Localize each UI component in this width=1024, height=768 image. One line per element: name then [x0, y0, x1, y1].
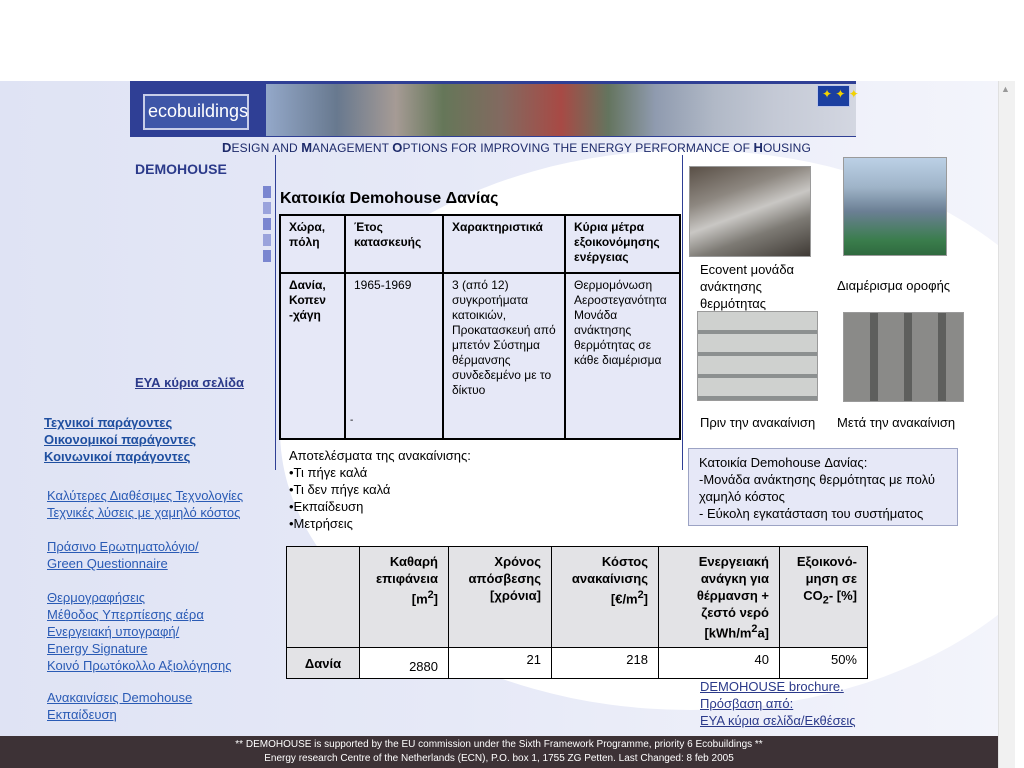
- decor-bar: [263, 202, 271, 214]
- list-item: •Τι δεν πήγε καλά: [289, 482, 391, 497]
- assessment-protocol-link[interactable]: Κοινό Πρωτόκολλο Αξιολόγησης: [47, 658, 232, 673]
- logo-text: ecobuildings: [148, 101, 249, 121]
- table-cell: 218: [552, 648, 659, 679]
- table-row: [287, 648, 868, 679]
- header-cell: Κύρια μέτρα εξοικονόμησης ενέργειας: [565, 215, 680, 273]
- decor-bar: [263, 250, 271, 262]
- table-cell: Θερμομόνωση Αεροστεγανότητα Μονάδα ανάκτησης θερμότητας σε κάθε διαμέρισμα: [565, 273, 680, 439]
- footer-line: ** DEMOHOUSE is supported by the EU commission under the Sixth Framework Programme, priority 6 Ecobuildings **: [235, 739, 763, 750]
- year-value: 1965-1969: [354, 278, 412, 292]
- table-cell: 3 (από 12) συγκροτήματα κατοικιών, Προκατασκευή από μπετόν Σύστημα θέρμανσης συνδεδεμένο με το δίκτυο: [443, 273, 565, 439]
- summary-line: - Εύκολη εγκατάσταση του συστήματος: [699, 506, 924, 521]
- green-questionnaire-link[interactable]: Πράσινο Ερωτηματολόγιο/: [47, 539, 199, 554]
- photo-caption: Πριν την ανακαίνιση: [700, 415, 816, 430]
- vertical-scrollbar[interactable]: [998, 81, 1015, 768]
- after-renovation-photo: [843, 312, 964, 402]
- social-factors-link[interactable]: Κοινωνικοί παράγοντες: [44, 449, 191, 464]
- table-header-row: [280, 215, 680, 273]
- header-cell: Χαρακτηριστικά: [443, 215, 565, 273]
- best-technologies-link[interactable]: Καλύτερες Διαθέσιμες Τεχνολογίες: [47, 488, 244, 503]
- header-cell: Ενεργειακή ανάγκη για θέρμανση + ζεστό νερό $[kWh/m^2a]$: [659, 547, 780, 648]
- footer-line: Energy research Centre of the Netherlands (ECN), P.O. box 1, 1755 ZG Petten. Last Changed: 8 feb 2005: [264, 753, 734, 764]
- table-cell: Δανία: [287, 648, 360, 679]
- low-cost-solutions-link[interactable]: Τεχνικές λύσεις με χαμηλό κόστος: [47, 505, 241, 520]
- list-item: •Τι πήγε καλά: [289, 465, 368, 480]
- green-questionnaire-en-link[interactable]: Green Questionnaire: [47, 556, 168, 571]
- tagline: DESIGN AND MANAGEMENT OPTIONS FOR IMPROVING THE ENERGY PERFORMANCE OF HOUSING: [222, 140, 811, 155]
- exhibitions-link[interactable]: ΕΥΑ κύρια σελίδα/Εκθέσεις: [700, 713, 856, 728]
- header-cell: Χρόνος απόσβεσης [χρόνια]: [449, 547, 552, 648]
- summary-box: [688, 448, 958, 526]
- demohouse-renovations-link[interactable]: Ανακαινίσεις Demohouse: [47, 690, 193, 705]
- divider-line: [275, 155, 276, 470]
- results-list: [289, 447, 471, 532]
- training-link[interactable]: Εκπαίδευση: [47, 707, 117, 722]
- list-item: •Μετρήσεις: [289, 516, 353, 531]
- before-renovation-photo: [697, 311, 818, 401]
- ecovent-unit-photo: [689, 166, 811, 257]
- energy-signature-link[interactable]: Ενεργειακή υπογραφή/: [47, 624, 180, 639]
- decor-bar: [263, 234, 271, 246]
- table-header-row: [287, 547, 868, 648]
- header-cell: Καθαρή επιφάνεια $[m^2]$: [360, 547, 449, 648]
- photo-caption: Μετά την ανακαίνιση: [837, 415, 956, 430]
- pressurization-link[interactable]: Μέθοδος Υπερπίεσης αέρα: [47, 607, 204, 622]
- page-title: Κατοικία Demohouse Δανίας: [280, 190, 499, 207]
- photo-caption: Διαμέρισμα οροφής: [837, 278, 951, 293]
- divider-line: [682, 155, 683, 470]
- economic-factors-link[interactable]: Οικονομικοί παράγοντες: [44, 432, 196, 447]
- main-page-link[interactable]: ΕΥΑ κύρια σελίδα: [135, 375, 245, 390]
- technical-factors-link[interactable]: Τεχνικοί παράγοντες: [44, 415, 173, 430]
- year-note: -: [350, 415, 354, 426]
- list-item: •Εκπαίδευση: [289, 499, 364, 514]
- table-cell: 50%: [780, 648, 868, 679]
- brochure-link[interactable]: DEMOHOUSE brochure.: [700, 679, 844, 694]
- table-cell: [345, 273, 443, 439]
- energy-signature-en-link[interactable]: Energy Signature: [47, 641, 148, 656]
- table-cell: 40: [659, 648, 780, 679]
- summary-line: Κατοικία Demohouse Δανίας:: [699, 455, 868, 470]
- decor-bar: [263, 218, 271, 230]
- scroll-up-icon[interactable]: ▲: [1001, 84, 1010, 94]
- cost-table: [286, 546, 868, 679]
- table-cell: 21: [449, 648, 552, 679]
- header-cell: Έτος κατασκευής: [345, 215, 443, 273]
- rooftop-apartment-photo: [843, 157, 947, 256]
- table-row: [280, 273, 680, 439]
- table-cell: 2880: [360, 648, 449, 679]
- eu-stars-icon: ✦ ✦ ✦: [822, 87, 859, 101]
- empty-header-cell: [287, 547, 360, 648]
- header-cell: Χώρα, πόλη: [280, 215, 345, 273]
- table-cell: Δανία, Κοπεν -χάγη: [280, 273, 345, 439]
- access-link[interactable]: Πρόσβαση από:: [700, 696, 794, 711]
- section-label: DEMOHOUSE: [135, 161, 227, 177]
- header-cell: Εξοικονό- μηση σε $CO_2-$ [%]: [780, 547, 868, 648]
- footer-text: [0, 738, 998, 766]
- results-heading: Αποτελέσματα της ανακαίνισης:: [289, 448, 471, 463]
- header-cell: Κόστος ανακαίνισης $[€/m^2]$: [552, 547, 659, 648]
- thermography-link[interactable]: Θερμογραφήσεις: [47, 590, 146, 605]
- summary-line: -Μονάδα ανάκτησης θερμότητας με πολύ χαμηλό κόστος: [699, 472, 935, 504]
- photo-caption: Ecovent μονάδα ανάκτησης θερμότητας: [700, 262, 795, 311]
- building-photo-strip: [266, 84, 856, 136]
- info-table: [279, 214, 681, 440]
- decor-bar: [263, 186, 271, 198]
